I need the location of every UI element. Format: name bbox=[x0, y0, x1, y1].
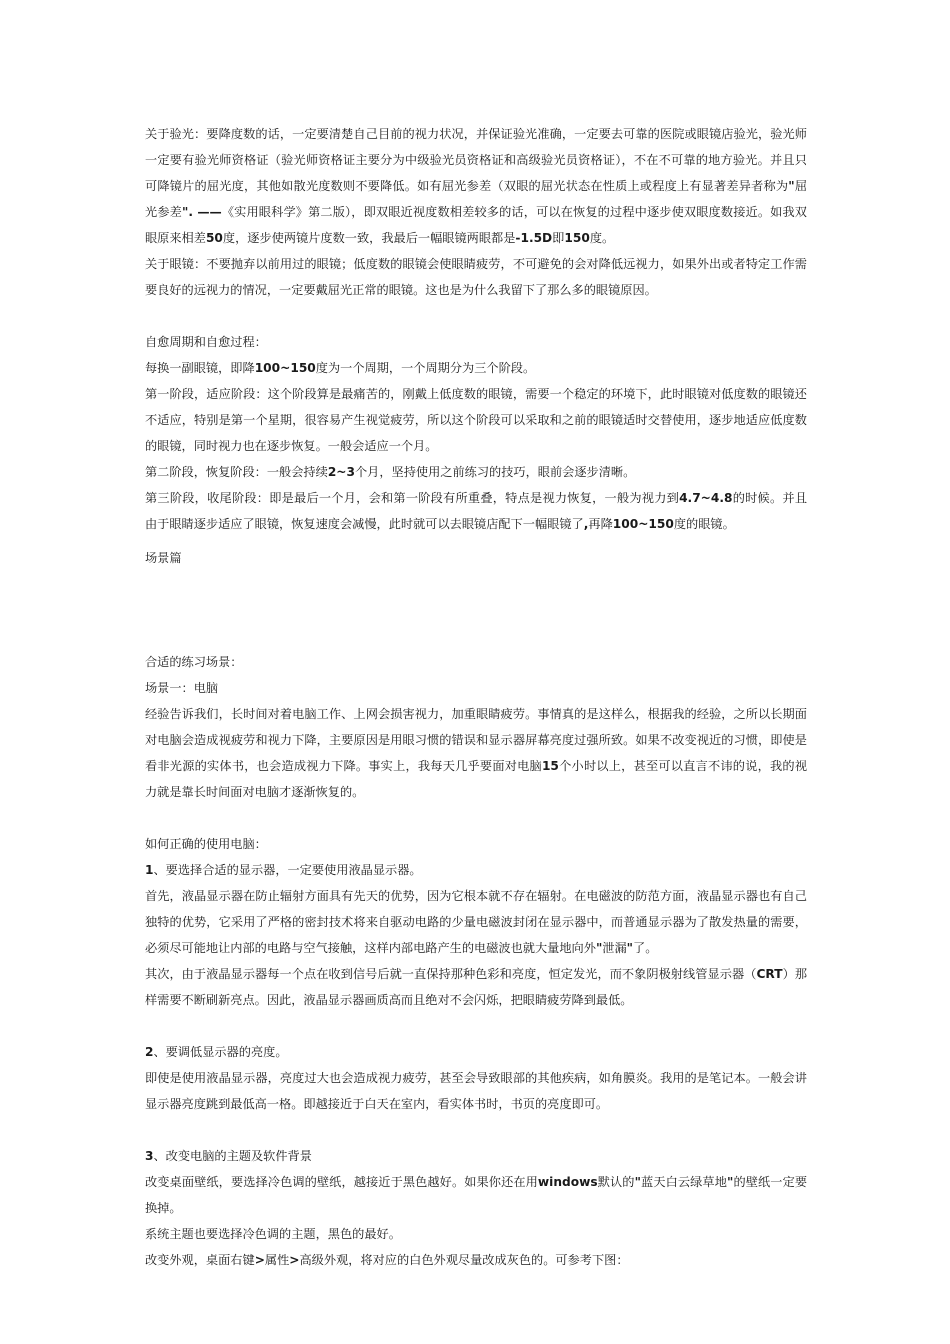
text: 改变外观，桌面右键 bbox=[145, 1253, 255, 1267]
paragraph-stage-three bbox=[145, 485, 807, 537]
text-bold: " bbox=[727, 1175, 734, 1189]
text-bold: 150 bbox=[564, 231, 590, 245]
heading-step-three bbox=[145, 1143, 807, 1169]
text: 经验告诉我们，长时间对着电脑工作、上网会损害视力，加重眼睛疲劳。事情真的是这样么，根据我的经验，之所以长期面对电脑会造成视疲劳和视力下降，主要原因是用眼习惯的错误和显示器屏幕亮度过强所致。如果不改变视近的习惯，即使是看非光源的实体书，也会造成视力下降。事实上，我每天几乎要面对电脑 bbox=[145, 707, 807, 773]
spacer bbox=[145, 571, 807, 623]
text: 《实用眼科学》第二版），即双眼近视度数相差较多的话，可以在恢复的过程中逐步使双眼度数接近。如我双眼原来相差 bbox=[145, 205, 807, 245]
text: 第二阶段，恢复阶段：一般会持续 bbox=[145, 465, 328, 479]
text-bold: -1.5D bbox=[515, 231, 553, 245]
text: 蓝天白云绿草地 bbox=[640, 1175, 727, 1189]
text: 了。 bbox=[633, 941, 658, 955]
text: 即使是使用液晶显示器，亮度过大也会造成视力疲劳，甚至会导致眼部的其他疾病，如角膜炎。我用的是笔记本。一般会讲显示器亮度跳到最低高一格。即越接近于白天在室内，看实体书时，书页的亮度即可。 bbox=[145, 1071, 807, 1111]
text-bold: " bbox=[788, 179, 795, 193]
text-bold: CRT bbox=[756, 967, 783, 981]
heading-practice-scenes bbox=[145, 649, 807, 675]
heading-step-one bbox=[145, 857, 807, 883]
spacer bbox=[145, 805, 807, 831]
text: 的壁纸一定要换掉。 bbox=[145, 1175, 808, 1215]
text: 个月，坚持使用之前练习的技巧，眼前会逐步清晰。 bbox=[355, 465, 636, 479]
text: 第一阶段，适应阶段：这个阶段算是最痛苦的，刚戴上低度数的眼镜，需要一个稳定的环境下，此时眼镜对低度数的眼镜还不适应，特别是第一个星期，很容易产生视觉疲劳，所以这个阶段可以采取和之前的眼镜适时交替使用，逐步地适应低度数的眼镜，同时视力也在逐步恢复。一般会适应一个月。 bbox=[145, 387, 807, 453]
paragraph-stage-one bbox=[145, 381, 807, 459]
text: 泄漏 bbox=[602, 941, 627, 955]
paragraph-lcd-advantage bbox=[145, 883, 807, 961]
text: 度的眼镜。 bbox=[673, 517, 735, 531]
text: 、要选择合适的显示器，一定要使用液晶显示器。 bbox=[153, 863, 422, 877]
text: ）那样需要不断刷新亮点。因此，液晶显示器画质高而且绝对不会闪烁，把眼睛疲劳降到最低。 bbox=[145, 967, 808, 1007]
text: 度，逐步使两镜片度数一致，我最后一幅眼镜两眼都是 bbox=[222, 231, 516, 245]
text: 合适的练习场景： bbox=[145, 655, 243, 669]
paragraph-appearance bbox=[145, 1247, 807, 1273]
paragraph-theme bbox=[145, 1221, 807, 1247]
text: 度为一个周期，一个周期分为三个阶段。 bbox=[315, 361, 536, 375]
step-number: 3 bbox=[145, 1149, 154, 1163]
text: 的时候。并且由于眼睛逐步适应了眼镜，恢复速度会减慢，此时就可以去眼镜店配下一幅眼镜了 bbox=[145, 491, 808, 531]
text: 高级外观，将对应的白色外观尽量改成灰色的。可参考下图： bbox=[299, 1253, 629, 1267]
text: 即 bbox=[552, 231, 565, 245]
text-bold: 50 bbox=[205, 231, 223, 245]
text: 改变桌面壁纸，要选择冷色调的壁纸，越接近于黑色越好。如果你还在用 bbox=[145, 1175, 538, 1189]
spacer bbox=[145, 1117, 807, 1143]
text: 、改变电脑的主题及软件背景 bbox=[153, 1149, 312, 1163]
heading-step-two bbox=[145, 1039, 807, 1065]
text: 再降 bbox=[588, 517, 613, 531]
spacer bbox=[145, 623, 807, 649]
text-bold: 15 bbox=[541, 759, 559, 773]
text-bold: " bbox=[634, 1175, 641, 1189]
text-bold: windows bbox=[537, 1175, 598, 1189]
paragraph-stage-two bbox=[145, 459, 807, 485]
spacer bbox=[145, 303, 807, 329]
text: 自愈周期和自愈过程： bbox=[145, 335, 267, 349]
step-number: 1 bbox=[145, 863, 154, 877]
text-bold: " bbox=[595, 941, 603, 955]
text: 如何正确的使用电脑： bbox=[145, 837, 267, 851]
document-body bbox=[145, 121, 807, 1273]
text-bold: , bbox=[583, 517, 589, 531]
text: 度。 bbox=[589, 231, 615, 245]
heading-self-healing-cycle bbox=[145, 329, 807, 355]
heading-scene-one-computer bbox=[145, 675, 807, 701]
text-bold: 2~3 bbox=[327, 465, 355, 479]
text: 个小时以上，甚至可以直言不讳的说，我的视力就是靠长时间面对电脑才逐渐恢复的。 bbox=[145, 759, 808, 799]
text-bold: ". —— bbox=[181, 205, 222, 219]
text: 关于验光：要降度数的话，一定要清楚自己目前的视力状况，并保证验光准确，一定要去可靠的医院或眼镜店验光，验光师一定要有验光师资格证（验光师资格证主要分为中级验光员资格证和高级验光员资格证），不在不可靠的地方验光。并且只可降镜片的屈光度，其他如散光度数则不要降低。如有屈光参差（双眼的屈光状态在性质上或程度上有显著差异者称为 bbox=[145, 127, 807, 193]
paragraph-optometry bbox=[145, 121, 807, 251]
text-bold: 4.7~4.8 bbox=[679, 491, 733, 505]
text: 场景篇 bbox=[145, 551, 182, 565]
spacer bbox=[145, 1013, 807, 1039]
text: 属性 bbox=[264, 1253, 290, 1267]
text-bold: > bbox=[289, 1253, 300, 1267]
heading-scenes bbox=[145, 545, 807, 571]
text-bold: 100~150 bbox=[612, 517, 674, 531]
paragraph-brightness bbox=[145, 1065, 807, 1117]
text: 关于眼镜：不要抛弃以前用过的眼镜；低度数的眼镜会使眼睛疲劳，不可避免的会对降低远视力，如果外出或者特定工作需要良好的远视力的情况，一定要戴屈光正常的眼镜。这也是为什么我留下了那么多的眼镜原因。 bbox=[145, 257, 807, 297]
text: 、要调低显示器的亮度。 bbox=[153, 1045, 288, 1059]
paragraph-wallpaper bbox=[145, 1169, 807, 1221]
text: 系统主题也要选择冷色调的主题，黑色的最好。 bbox=[145, 1227, 401, 1241]
paragraph-computer-experience bbox=[145, 701, 807, 805]
text: 首先，液晶显示器在防止辐射方面具有先天的优势，因为它根本就不存在辐射。在电磁波的防范方面，液晶显示器也有自己独特的优势，它采用了严格的密封技术将来自驱动电路的少量电磁波封闭在显示器中，而普通显示器为了散发热量的需要，必须尽可能地让内部的电路与空气接触，这样内部电路产生的电磁波也就大量地向外 bbox=[145, 889, 807, 955]
text: 场景一：电脑 bbox=[145, 681, 219, 695]
paragraph-glasses bbox=[145, 251, 807, 303]
text-bold: 100~150 bbox=[254, 361, 316, 375]
text: 屈光参差 bbox=[145, 179, 808, 219]
step-number: 2 bbox=[145, 1045, 154, 1059]
text: 默认的 bbox=[597, 1175, 635, 1189]
text: 其次，由于液晶显示器每一个点在收到信号后就一直保持那种色彩和亮度，恒定发光，而不象阴极射线管显示器（ bbox=[145, 967, 757, 981]
text: 每换一副眼镜，即降 bbox=[145, 361, 255, 375]
paragraph-lcd-no-flicker bbox=[145, 961, 807, 1013]
paragraph-cycle bbox=[145, 355, 807, 381]
text: 第三阶段，收尾阶段：即是最后一个月，会和第一阶段有所重叠，特点是视力恢复，一般为视力到 bbox=[145, 491, 680, 505]
heading-how-to-use-computer bbox=[145, 831, 807, 857]
text-bold: " bbox=[626, 941, 634, 955]
text-bold: > bbox=[254, 1253, 265, 1267]
